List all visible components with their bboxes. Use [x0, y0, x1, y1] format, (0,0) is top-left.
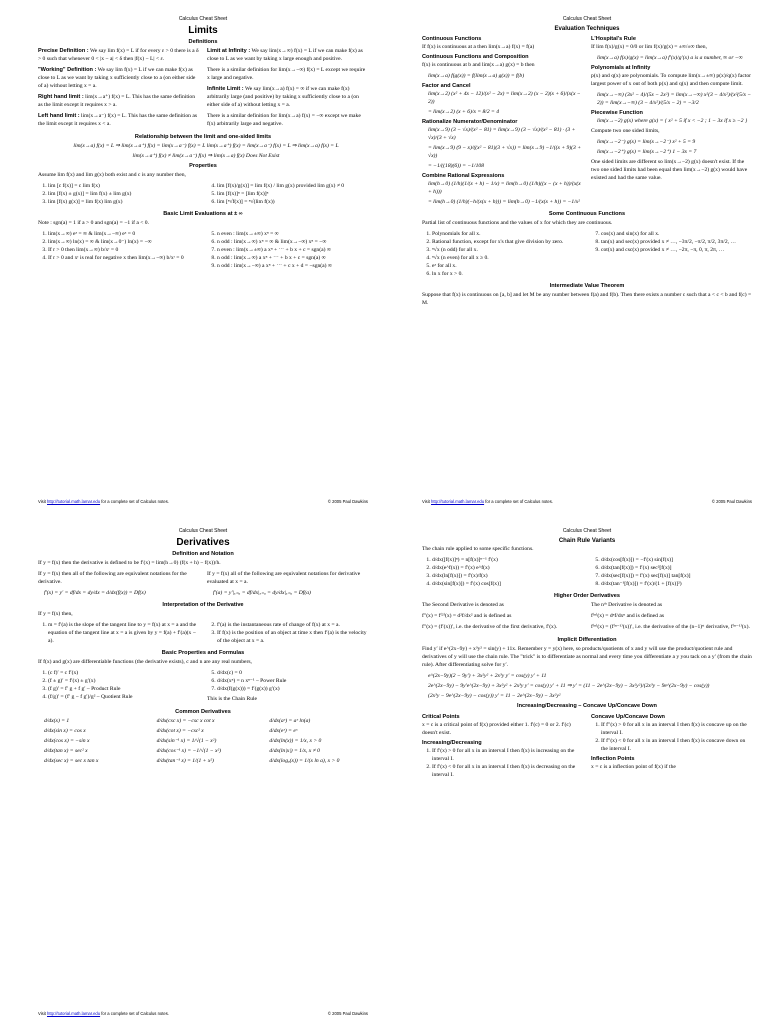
page-footer: Visit http://tutorial.math.lamar.edu for a complete set of Calculus notes. © 2005 Paul Dawkins — [38, 499, 368, 504]
chain-rule-note: This is the Chain Rule — [207, 696, 258, 702]
list-item: 9. cot(x) and csc(x) provided x ≠ …, −2π, −π, 0, π, 2π, … — [601, 246, 752, 254]
definition-precise: Precise Definition : We say lim f(x) = L if for every ε > 0 there is a δ > 0 such that whenever 0 < |x − a| < δ then |f(x) − L| < ε. — [38, 48, 199, 62]
ivt-text: Suppose that f(x) is continuous on [a, b] and let M be any number between f(a) and f(b). Then there exists a number c such that a < c < b and f(c) = M. — [422, 292, 752, 306]
list-item: 6. d/dx(xⁿ) = n xⁿ⁻¹ – Power Rule — [217, 677, 368, 685]
properties-columns — [38, 182, 368, 208]
subheading: Continuous Functions and Composition — [422, 54, 529, 60]
basic-properties-left — [38, 669, 199, 701]
properties-intro: Assume lim f(x) and lim g(x) both exist and c is any number then, — [38, 172, 186, 178]
section-heading-definitions: Definitions — [188, 39, 218, 45]
subheading: Concave Up/Concave Down — [591, 714, 665, 720]
list-item: 3. (f g)′ = f′ g + f g′ – Product Rule — [48, 685, 199, 693]
subheading: L'Hospital's Rule — [591, 36, 636, 42]
section-heading-ivt: Intermediate Value Theorem — [549, 283, 625, 289]
subheading: Factor and Cancel — [422, 83, 471, 89]
interpretation-list-left — [38, 621, 199, 645]
list-item: 1. (c f)′ = c f′(x) — [48, 669, 199, 677]
increasing-list — [422, 747, 583, 779]
page-header: Calculus Cheat Sheet — [562, 528, 612, 534]
list-item: 7. d/dx(sec[f(x)]) = f′(x) sec[f(x)] tan[f(x)] — [601, 572, 752, 580]
list-item: 6. ln x for x > 0. — [432, 270, 583, 278]
list-item: 3. If f(x) is the position of an object at time x then f′(a) is the velocity of the object at x = a. — [217, 629, 368, 645]
definition-left-hand: Left hand limit : lim(x→a⁻) f(x) = L. This has the same definition as the limit except it requires x < a. — [38, 113, 198, 127]
basic-properties-right — [207, 669, 368, 693]
concavity-list — [591, 721, 752, 753]
page-title: Evaluation Techniques — [554, 26, 620, 32]
list-item: 4. d/dx(sin[f(x)]) = f′(x) cos[f(x)] — [432, 580, 583, 588]
list-item: 6. n odd : lim(x→∞) xⁿ = ∞ & lim(x→−∞) xⁿ = −∞ — [217, 238, 368, 246]
list-item: 7. cos(x) and sin(x) for all x. — [601, 230, 752, 238]
list-item: 1. m = f′(a) is the slope of the tangent line to y = f(x) at x = a and the equation of the tangent line at x = a is given by y = f(a) + f′(a)(x − a). — [48, 621, 199, 645]
definition-working: "Working" Definition : We say lim f(x) = L if we can make f(x) as close to L as we want by taking x sufficiently close to a (on either side of a) without letting x = a. — [38, 67, 196, 89]
list-item: 2. (f ± g)′ = f′(x) ± g′(x) — [48, 677, 199, 685]
subheading: Critical Points — [422, 714, 460, 720]
section-heading-basic-properties: Basic Properties and Formulas — [161, 650, 245, 656]
list-item: 1. If f″(x) > 0 for all x in an interval I then f(x) is concave up on the interval I. — [601, 721, 752, 737]
list-item: 8. d/dx(tan⁻¹[f(x)]) = f′(x)/(1 + [f(x)]²) — [601, 580, 752, 588]
section-heading-interpretation: Interpretation of the Derivative — [162, 602, 244, 608]
definition-limit-infinity: Limit at Infinity : We say lim(x→∞) f(x) = L if we can make f(x) as close to L as we want by taking x large enough and positive. — [207, 48, 363, 62]
chain-list-left — [422, 556, 583, 588]
evaluation-right: L'Hospital's Rule If lim f(x)/g(x) = 0/0 or lim f(x)/g(x) = ±∞/±∞ then, lim(x→a) f(x)/g(x) = lim(x→a) f′(x)/g′(x) a is a number, ∞ or −∞ Polynomials at Infinity p(x) and q(x) are polynomials. To compute lim(x→±∞) p(x)/q(x) factor largest power of x out of both p(x) and q(x) and then compute limit. lim(x→−∞) (3x² − 4)/(5x − 2x²) = lim(x→−∞) x²(3 − 4/x²)/(x²(5/x − 2)) = lim(x→−∞) (3 − 4/x²)/(5/x − 2) = −3/2 Piecewise Function lim(x→−2) g(x) where g(x) = { x² + 5 if x < −2 ; 1 − 3x if x ≥ −2 } Compute two one sided limits, lim(x→−2⁻) g(x) = lim(x→−2⁻) x² + 5 = 9 lim(x→−2⁺) g(x) = lim(x→−2⁺) 1 − 3x = 7 One sided limits are different so lim(x→−2) g(x) doesn't exist. If the two one sided limits had been equal then lim(x→−2) g(x) would have existed and had the same value. — [591, 36, 752, 181]
list-item: 4. ⁿ√x (n even) for all x ≥ 0. — [432, 254, 583, 262]
list-item: 2. lim [f(x) ± g(x)] = lim f(x) ± lim g(x) — [48, 190, 199, 198]
list-item: 2. d/dx(e^f(x)) = f′(x) e^f(x) — [432, 564, 583, 572]
section-heading-relationship: Relationship between the limit and one-sided limits — [134, 134, 272, 140]
subheading: Combine Rational Expressions — [422, 173, 505, 179]
relationship-line: lim(x→a⁺) f(x) ≠ lim(x→a⁻) f(x) ⇒ lim(x→a) f(x) Does Not Exist — [132, 153, 280, 159]
section-heading-higher-order: Higher Order Derivatives — [554, 593, 620, 599]
subheading: Inflection Points — [591, 756, 635, 762]
list-item: 7. n even : lim(x→±∞) a xⁿ + ⋯ + b x + c = sgn(a) ∞ — [217, 246, 368, 254]
definition-infinite-limit: Infinite Limit : We say lim(x→a) f(x) = ∞ if we can make f(x) arbitrarily large (and positive) by taking x sufficiently close to a (on either side of a) without letting x = a. — [207, 86, 359, 108]
page-title: Derivatives — [176, 537, 230, 548]
list-item: 1. If f′(x) > 0 for all x in an interval I then f(x) is increasing on the interval I. — [432, 747, 583, 763]
list-item: 5. n even : lim(x→±∞) xⁿ = ∞ — [217, 230, 368, 238]
page-evaluation-techniques: Calculus Cheat Sheet Evaluation Techniques Continuous Functions If f(x) is continuous at a then lim(x→a) f(x) = f(a) Continuous Functions and Composition f(x) is continuous at b and lim(x→a) g(x) = b then lim(x→a) f(g(x)) = f(lim(x→a) g(x)) = f(b) Factor and Cancel lim(x→2) (x² + 4x − 12)/(x² − 2x) = lim(x→2) (x − 2)(x + 6)/(x(x − 2)) = lim(x→2) (x + 6)/x = 8/2 = 4 Rationalize Numerator/Denominator lim(x→9) (3 − √x)/(x² − 81) = lim(x→9) (3 − √x)/(x² − 81) · (3 + √x)/(3 + √x) = lim(x→9) (9 − x)/((x² − 81)(3 + √x)) = lim(x→9) −1/((x + 9)(3 + √x)) = −1/((18)(6)) = −1/108 Combine Rational Expressions lim(h→0) (1/h)(1/(x + h) − 1/x) = lim(h→0) (1/h)((x − (x + h))/(x(x + h))) = lim(h→0) (1/h)(−h/(x(x + h))) = lim(h→0) −1/(x(x + h)) = −1/x² L'Hospital's Rule If lim f(x)/g(x) = 0/0 or lim f(x)/g(x) = ±∞/±∞ then, lim(x→a) f(x)/g(x) = lim(x→a) f′(x)/g′(x) a is a number, ∞ or −∞ Polynomials at Infinity p(x) and q(x) are polynomials. To compute lim(x→±∞) p(x)/q(x) factor largest power of x out of both p(x) and q(x) and then compute limit. lim(x→−∞) (3x² − 4)/(5x − 2x²) = lim(x→−∞) x²(3 − 4/x²)/(x²(5/x − 2)) = lim(x→−∞) (3 − 4/x²)/(5/x − 2) = −3/2 Piecewise Function lim(x→−2) g(x) where g(x) = { x² + 5 if x < −2 ; 1 − 3x if x ≥ −2 } Compute two one sided limits, lim(x→−2⁻) g(x) = lim(x→−2⁻) x² + 5 = 9 lim(x→−2⁺) g(x) = lim(x→−2⁺) 1 − 3x = 7 One sided limits are different so lim(x→−2) g(x) doesn't exist. If the two one sided limits had been equal then lim(x→−2) g(x) would have existed and had the same value. Some Continuous Functions Partial list of continuous functions and the values of x for which they are continuous. 1. Polynomials for all x. 2. Rational function, except for x's that give division by zero. 3. ⁿ√x (n odd) for all x. 4. ⁿ√x (n even) for all x ≥ 0. 5. eˣ for all x. 6. ln x for x > 0. 7. cos(x) and sin(x) for all x. 8. tan(x) and sec(x) provided x ≠ …, −3π/2, −π/2, π/2, 3π/2, … 9. cot(x) and csc(x) provided x ≠ …, −2π, −π, 0, π, 2π, … Intermediate Value Theorem Suppose that f(x) is continuous on [a, b] and let M be any number between f(a) and f(b). Then there exists a number c such that a < c < b and f(c) = M. Visit http://tutorial.math.lamar.edu for a complete set of Calculus notes. © 2005 Paul Dawkins — [384, 0, 768, 512]
footer-link[interactable]: http://tutorial.math.lamar.edu — [47, 499, 101, 504]
list-item: 1. lim(x→∞) eˣ = ∞ & lim(x→−∞) eˣ = 0 — [48, 230, 199, 238]
basic-note: Note : sgn(a) = 1 if a > 0 and sgn(a) = −1 if a < 0. — [38, 220, 149, 226]
page-limits — [0, 0, 384, 512]
section-heading-basic-limits: Basic Limit Evaluations at ± ∞ — [163, 211, 243, 217]
definition-right-hand: Right hand limit : lim(x→a⁺) f(x) = L. This has the same definition as the limit except it requires x > a. — [38, 94, 196, 108]
list-item: 5. d/dx(c) = 0 — [217, 669, 368, 677]
footer-copyright: © 2005 Paul Dawkins — [327, 499, 368, 504]
subheading: Increasing/Decreasing — [422, 740, 482, 746]
list-item: 3. d/dx(ln[f(x)]) = f′(x)/f(x) — [432, 572, 583, 580]
properties-list-left — [38, 182, 199, 206]
list-item: 7. d/dx(f(g(x))) = f′(g(x)) g′(x) — [217, 685, 368, 693]
section-heading-implicit: Implicit Differentiation — [557, 637, 617, 643]
continuous-list-left — [422, 230, 583, 278]
section-heading-continuous: Some Continuous Functions — [548, 211, 626, 217]
page-title: Chain Rule Variants — [558, 538, 616, 544]
section-heading-increasing-decreasing: Increasing/Decreasing – Concave Up/Concave Down — [517, 703, 657, 709]
list-item: 8. tan(x) and sec(x) provided x ≠ …, −3π/2, −π/2, π/2, 3π/2, … — [601, 238, 752, 246]
subheading: Polynomials at Infinity — [591, 65, 651, 71]
interpretation-list-right — [207, 621, 368, 645]
basic-columns — [38, 230, 368, 272]
list-item: 4. If r > 0 and xʳ is real for negative x then lim(x→−∞) b/xʳ = 0 — [48, 254, 199, 262]
chain-list-right — [591, 556, 752, 588]
page-title: Limits — [188, 25, 218, 36]
list-item: 2. If f′(x) < 0 for all x in an interval I then f(x) is decreasing on the interval I. — [432, 763, 583, 779]
definitions-right — [207, 47, 368, 131]
list-item: 3. If r > 0 then lim(x→∞) b/xʳ = 0 — [48, 246, 199, 254]
list-item: 4. lim [f(x)/g(x)] = lim f(x) / lim g(x) provided lim g(x) ≠ 0 — [217, 182, 368, 190]
section-heading-properties: Properties — [189, 163, 217, 169]
list-item: 6. lim [ⁿ√f(x)] = ⁿ√(lim f(x)) — [217, 198, 368, 206]
properties-list-right — [207, 182, 368, 206]
list-item: 1. lim [c f(x)] = c lim f(x) — [48, 182, 199, 190]
footer-copyright: © 2005 Paul Dawkins — [327, 1011, 368, 1016]
definition-limit-neg-infinity: There is a similar definition for lim(x→−∞) f(x) = L except we require x large and negative. — [207, 67, 366, 81]
footer-link[interactable]: http://tutorial.math.lamar.edu — [47, 1011, 101, 1016]
list-item: 9. n odd : lim(x→−∞) a xⁿ + ⋯ + c x + d = −sgn(a) ∞ — [217, 262, 368, 270]
footer-link[interactable]: http://tutorial.math.lamar.edu — [431, 499, 485, 504]
evaluation-columns — [422, 33, 752, 208]
continuous-list-right — [591, 230, 752, 254]
list-item: 4. (f/g)′ = (f′ g − f g′)/g² – Quotient Rule — [48, 693, 199, 701]
list-item: 5. d/dx(cos[f(x)]) = −f′(x) sin[f(x)] — [601, 556, 752, 564]
list-item: 2. f′(a) is the instantaneous rate of change of f(x) at x = a. — [217, 621, 368, 629]
list-item: 2. If f″(x) < 0 for all x in an interval I then f(x) is concave down on the interval I. — [601, 737, 752, 753]
definitions-columns — [38, 47, 368, 131]
evaluation-left: Continuous Functions If f(x) is continuous at a then lim(x→a) f(x) = f(a) Continuous Functions and Composition f(x) is continuous at b and lim(x→a) g(x) = b then lim(x→a) f(g(x)) = f(lim(x→a) g(x)) = f(b) Factor and Cancel lim(x→2) (x² + 4x − 12)/(x² − 2x) = lim(x→2) (x − 2)(x + 6)/(x(x − 2)) = lim(x→2) (x + 6)/x = 8/2 = 4 Rationalize Numerator/Denominator lim(x→9) (3 − √x)/(x² − 81) = lim(x→9) (3 − √x)/(x² − 81) · (3 + √x)/(3 + √x) = lim(x→9) (9 − x)/((x² − 81)(3 + √x)) = lim(x→9) −1/((x + 9)(3 + √x)) = −1/((18)(6)) = −1/108 Combine Rational Expressions lim(h→0) (1/h)(1/(x + h) − 1/x) = lim(h→0) (1/h)((x − (x + h))/(x(x + h))) = lim(h→0) (1/h)(−h/(x(x + h))) = lim(h→0) −1/(x(x + h)) = −1/x² — [422, 36, 581, 205]
list-item: 3. lim [f(x) g(x)] = lim f(x) lim g(x) — [48, 198, 199, 206]
subheading: Piecewise Function — [591, 110, 643, 116]
list-item: 2. lim(x→∞) ln(x) = ∞ & lim(x→0⁻) ln(x) = −∞ — [48, 238, 199, 246]
list-item: 5. lim [f(x)]ⁿ = [lim f(x)]ⁿ — [217, 190, 368, 198]
list-item: 1. Polynomials for all x. — [432, 230, 583, 238]
page-chain-rule-variants: Calculus Cheat Sheet Chain Rule Variants The chain rule applied to some specific functions. 1. d/dx([f(x)]ⁿ) = n[f(x)]ⁿ⁻¹ f′(x) 2. d/dx(e^f(x)) = f′(x) e^f(x) 3. d/dx(ln[f(x)]) = f′(x)/f(x) 4. d/dx(sin[f(x)]) = f′(x) cos[f(x)] 5. d/dx(cos[f(x)]) = −f′(x) sin[f(x)] 6. d/dx(tan[f(x)]) = f′(x) sec²[f(x)] 7. d/dx(sec[f(x)]) = f′(x) sec[f(x)] tan[f(x)] 8. d/dx(tan⁻¹[f(x)]) = f′(x)/(1 + [f(x)]²) Higher Order Derivatives The Second Derivative is denoted as f″(x) = f⁽²⁾(x) = d²f/dx² and is defined as f″(x) = (f′(x))′, i.e. the derivative of the first derivative, f′(x). The nᵗʰ Derivative is denoted as f⁽ⁿ⁾(x) = dⁿf/dxⁿ and is defined as f⁽ⁿ⁾(x) = (f⁽ⁿ⁻¹⁾(x))′, i.e. the derivative of the (n−1)ˢᵗ derivative, f⁽ⁿ⁻¹⁾(x). Implicit Differentiation Find y′ if e^(2x−9y) + x³y² = sin(y) + 11x. Remember y = y(x) here, so products/quotients of x and y will use the product/quotient rule and derivatives of y will use the chain rule. The "trick" is to differentiate as normal and every time you differentiate a y you tack on a y′ (from the chain rule). After differentiating solve for y′. e^(2x−9y)(2 − 9y′) + 3x²y² + 2x³y y′ = cos(y) y′ + 11 2e^(2x−9y) − 9y′e^(2x−9y) + 3x²y² + 2x³y y′ = cos(y) y′ + 11 ⇒ y′ = (11 − 2e^(2x−9y) − 3x²y²)/(2x³y − 9e^(2x−9y) − cos(y)) (2x³y − 9e^(2x−9y) − cos(y)) y′ = 11 − 2e^(2x−9y) − 3x²y² Increasing/Decreasing – Concave Up/Concave Down Critical Points x = c is a critical point of f(x) provided either 1. f′(c) = 0 or 2. f′(c) doesn't exist. Increasing/Decreasing 1. If f′(x) > 0 for all x in an interval I then f(x) is increasing on the interval I. 2. If f′(x) < 0 for all x in an interval I then f(x) is decreasing on the interval I. Concave Up/Concave Down 1. If f″(x) > 0 for all x in an interval I then f(x) is concave up on the interval I. 2. If f″(x) < 0 for all x in an interval I then f(x) is concave down on the interval I. Inflection Points x = c is a inflection point of f(x) if the — [384, 512, 768, 1024]
list-item: 3. ⁿ√x (n odd) for all x. — [432, 246, 583, 254]
page-header: Calculus Cheat Sheet — [178, 16, 228, 22]
list-item: 2. Rational function, except for x's that give division by zero. — [432, 238, 583, 246]
page-header: Calculus Cheat Sheet — [562, 16, 612, 22]
page-footer: Visit http://tutorial.math.lamar.edu for a complete set of Calculus notes. © 2005 Paul Dawkins — [38, 1011, 368, 1016]
definitions-left — [38, 47, 199, 131]
subheading: Rationalize Numerator/Denominator — [422, 119, 518, 125]
page-footer: Visit http://tutorial.math.lamar.edu for a complete set of Calculus notes. © 2005 Paul Dawkins — [422, 499, 752, 504]
definition-neg-infinite-limit: There is a similar definition for lim(x→a) f(x) = −∞ except we make f(x) arbitrarily large and negative. — [207, 113, 361, 127]
section-heading-common-derivatives: Common Derivatives — [175, 709, 231, 715]
list-item: 5. eˣ for all x. — [432, 262, 583, 270]
footer-copyright: © 2005 Paul Dawkins — [711, 499, 752, 504]
common-derivatives: d/dx(x) = 1 d/dx(sin x) = cos x d/dx(cos x) = −sin x d/dx(tan x) = sec² x d/dx(sec x) = sec x tan x d/dx(csc x) = −csc x cot x d/dx(cot x) = −csc² x d/dx(sin⁻¹ x) = 1/√(1 − x²) d/dx(cos⁻¹ x) = −1/√(1 − x²) d/dx(tan⁻¹ x) = 1/(1 + x²) d/dx(aˣ) = aˣ ln(a) d/dx(eˣ) = eˣ d/dx(ln(x)) = 1/x, x > 0 d/dx(ln|x|) = 1/x, x ≠ 0 d/dx(logₐ(x)) = 1/(x ln a), x > 0 — [44, 718, 340, 764]
relationship-line: lim(x→a) f(x) = L ⇒ lim(x→a⁺) f(x) = lim(x→a⁻) f(x) = L lim(x→a⁺) f(x) = lim(x→a⁻) f(x) = L ⇒ lim(x→a) f(x) = L — [73, 143, 339, 149]
list-item: 1. d/dx([f(x)]ⁿ) = n[f(x)]ⁿ⁻¹ f′(x) — [432, 556, 583, 564]
subheading: Continuous Functions — [422, 36, 482, 42]
basic-list-right — [207, 230, 368, 270]
page-header: Calculus Cheat Sheet — [178, 528, 228, 534]
page-derivatives: Calculus Cheat Sheet Derivatives Definition and Notation If y = f(x) then the derivative is defined to be f′(x) = lim(h→0) (f(x + h) − f(x))/h. If y = f(x) then all of the following are equivalent notations for the derivative. f′(x) = y′ = df/dx = dy/dx = d/dx(f(x)) = Df(x) If y = f(x) all of the following are equivalent notations for derivative evaluated at x = a. f′(a) = y′|ₓ₌ₐ = df/dx|ₓ₌ₐ = dy/dx|ₓ₌ₐ = Df(a) Interpretation of the Derivative If y = f(x) then, 1. m = f′(a) is the slope of the tangent line to y = f(x) at x = a and the equation of the tangent line at x = a is given by y = f(a) + f′(a)(x − a). 2. f′(a) is the instantaneous rate of change of f(x) at x = a. 3. If f(x) is the position of an object at time x then f′(a) is the velocity of the object at x = a. Basic Properties and Formulas If f(x) and g(x) are differentiable functions (the derivative exists), c and n are any real numbers, 1. (c f)′ = c f′(x) 2. (f ± g)′ = f′(x) ± g′(x) 3. (f g)′ = f′ g + f g′ – Product Rule 4. (f/g)′ = (f′ g − f g′)/g² – Quotient Rule 5. d/dx(c) = 0 6. d/dx(xⁿ) = n xⁿ⁻¹ – Power Rule 7. d/dx(f(g(x))) = f′(g(x)) g′(x) This is the Chain Rule Common Derivatives d/dx(x) = 1 d/dx(sin x) = cos x d/dx(cos x) = −sin x d/dx(tan x) = sec² x d/dx(sec x) = sec x tan x d/dx(csc x) = −csc x cot x d/dx(cot x) = −csc² x d/dx(sin⁻¹ x) = 1/√(1 − x²) d/dx(cos⁻¹ x) = −1/√(1 − x²) d/dx(tan⁻¹ x) = 1/(1 + x²) d/dx(aˣ) = aˣ ln(a) d/dx(eˣ) = eˣ d/dx(ln(x)) = 1/x, x > 0 d/dx(ln|x|) = 1/x, x ≠ 0 d/dx(logₐ(x)) = 1/(x ln a), x > 0 Visit http://tutorial.math.lamar.edu for a complete set of Calculus notes. © 2005 Paul Dawkins — [0, 512, 384, 1024]
list-item: 8. n odd : lim(x→∞) a xⁿ + ⋯ + b x + c = sgn(a) ∞ — [217, 254, 368, 262]
list-item: 6. d/dx(tan[f(x)]) = f′(x) sec²[f(x)] — [601, 564, 752, 572]
basic-list-left — [38, 230, 199, 262]
section-heading-definition: Definition and Notation — [172, 551, 234, 557]
